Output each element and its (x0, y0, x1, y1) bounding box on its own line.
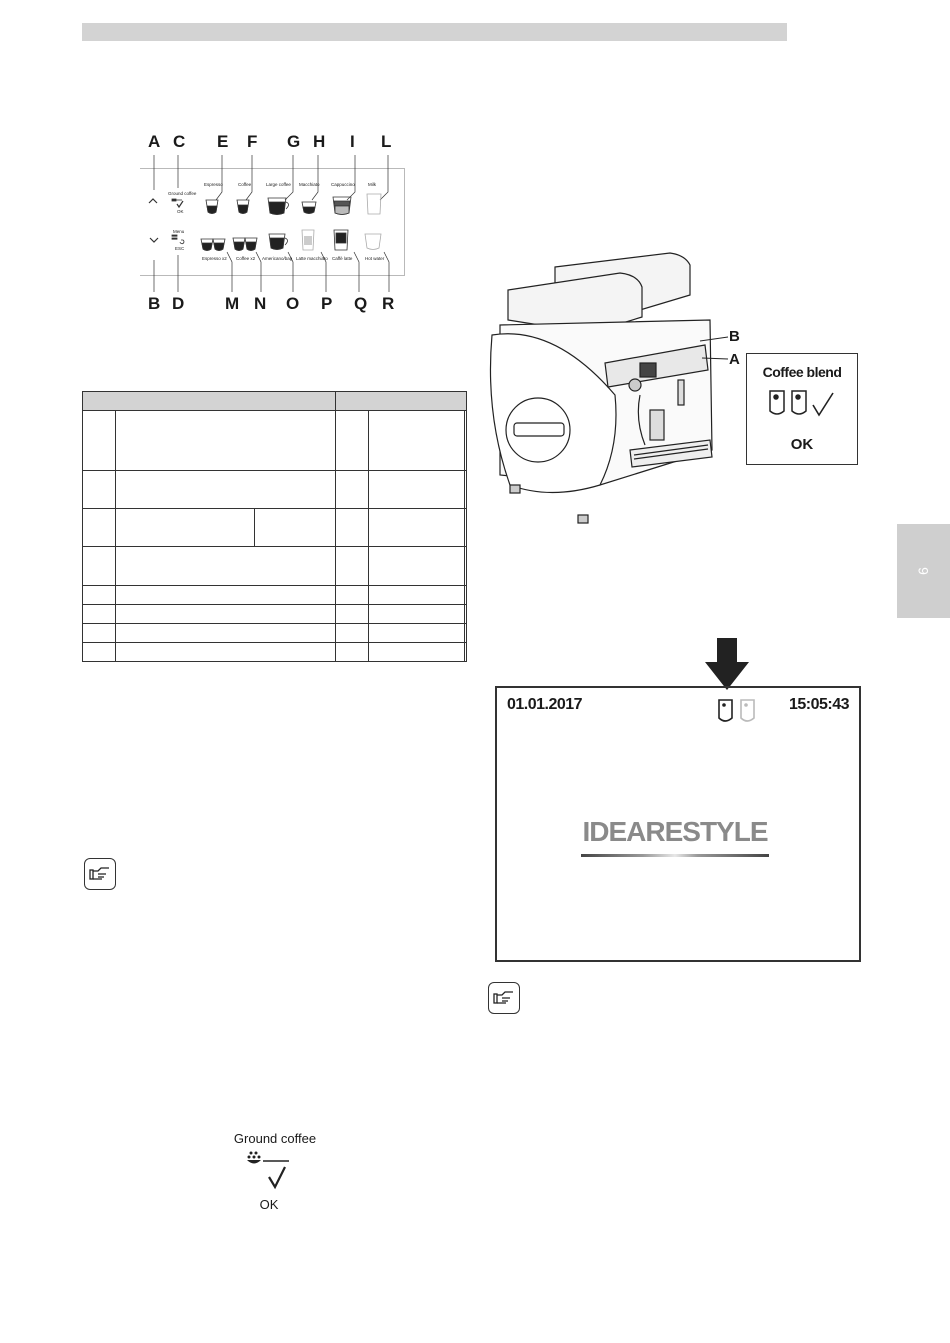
bean-hopper-status-icon (717, 698, 763, 728)
panel-cup-icons (165, 192, 400, 257)
brand-logo: IDEARESTYLE (582, 816, 768, 847)
table-row (83, 624, 467, 643)
table-row (83, 643, 467, 662)
panel-label-americano: Americano/bag (262, 256, 293, 261)
panel-menu-label: Menu (173, 229, 185, 234)
label-n: N (254, 294, 267, 313)
table-row (83, 547, 467, 586)
label-c: C (173, 132, 186, 151)
arrow-down-icon (705, 638, 749, 692)
label-a: A (148, 132, 161, 151)
table-row (83, 411, 467, 471)
panel-label-cappuccino: Cappuccino (331, 182, 355, 187)
spec-table (82, 391, 467, 662)
label-q: Q (354, 294, 368, 313)
panel-label-espresso-x2: Espresso x2 (202, 256, 227, 261)
label-l: L (381, 132, 392, 151)
panel-label-coffee: Coffee (238, 182, 252, 187)
label-g: G (287, 132, 301, 151)
label-p: P (321, 294, 333, 313)
panel-label-espresso: Espresso (204, 182, 223, 187)
label-e: E (217, 132, 229, 151)
coffee-blend-title: Coffee blend (762, 364, 842, 380)
coffee-blend-ok: OK (790, 436, 814, 453)
panel-label-coffee-x2: Coffee x2 (236, 256, 256, 261)
panel-label-macchiato: Macchiato (299, 182, 320, 187)
ground-coffee-title: Ground coffee (233, 1131, 317, 1146)
panel-label-caffe-latte: Caffè latte (332, 256, 353, 261)
label-o: O (286, 294, 300, 313)
screen-date: 01.01.2017 (507, 696, 583, 713)
machine-label-b: B (729, 328, 740, 345)
coffee-machine-illustration (480, 245, 750, 530)
chapter-number: 9 (915, 567, 932, 575)
home-screen-display (495, 686, 861, 962)
panel-ground-coffee-label: Ground coffee (168, 191, 197, 196)
table-row (83, 586, 467, 605)
label-m: M (225, 294, 240, 313)
panel-label-milk: Milk (368, 182, 376, 187)
note-hand-icon (84, 858, 116, 890)
table-header-row (83, 392, 467, 411)
screen-time: 15:05:43 (788, 696, 849, 713)
panel-label-large-coffee: Large coffee (266, 182, 291, 187)
chapter-tab (897, 524, 950, 618)
panel-esc-label: ESC (175, 246, 185, 251)
brand-logo-underline (581, 854, 769, 857)
label-h: H (313, 132, 326, 151)
machine-label-a: A (729, 351, 740, 368)
ground-coffee-icon (247, 1151, 293, 1191)
table-row (83, 509, 467, 547)
panel-ok-label: OK (177, 209, 184, 214)
table-row (83, 471, 467, 509)
label-d: D (172, 294, 185, 313)
label-i: I (350, 132, 355, 151)
label-r: R (382, 294, 395, 313)
coffee-blend-display (746, 353, 858, 465)
note-hand-icon (488, 982, 520, 1014)
panel-label-latte-macchiato: Latte macchiato (296, 256, 328, 261)
ground-coffee-ok: OK (259, 1197, 279, 1212)
panel-label-hot-water: Hot water (365, 256, 385, 261)
header-bar (82, 23, 787, 41)
bean-hopper-icons (767, 389, 847, 421)
label-b: B (148, 294, 161, 313)
label-f: F (247, 132, 258, 151)
table-row (83, 605, 467, 624)
ground-coffee-key (215, 1131, 335, 1212)
